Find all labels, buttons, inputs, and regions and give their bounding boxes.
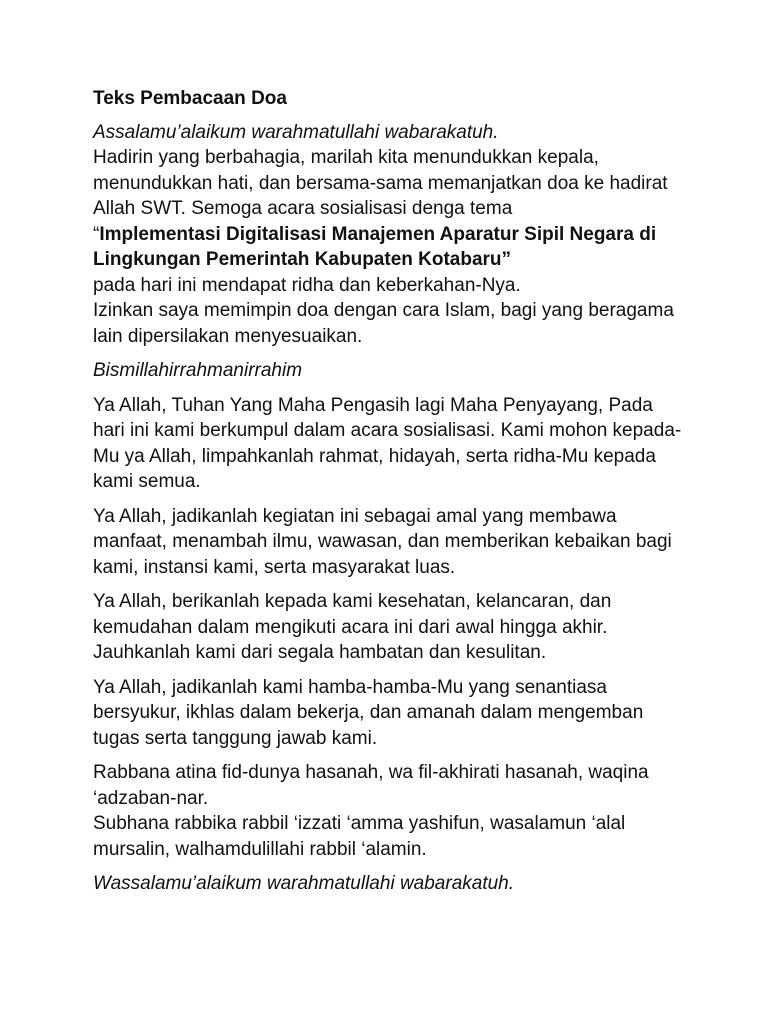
opening-permission: Izinkan saya memimpin doa dengan cara Islam, bagi yang beragama lain dipersilakan menyesuaikan. xyxy=(93,300,674,347)
closing-prayer-line: Rabbana atina fid-dunya hasanah, wa fil-akhirati hasanah, waqina ‘adzaban-nar. xyxy=(93,762,649,809)
closing-prayer xyxy=(93,760,683,862)
prayer-paragraph: Ya Allah, berikanlah kepada kami kesehatan, kelancaran, dan kemudahan dalam mengikuti acara ini dari awal hingga akhir. Jauhkanlah kami dari segala hambatan dan kesulitan. xyxy=(93,591,612,663)
event-theme: Implementasi Digitalisasi Manajemen Aparatur Sipil Negara di Lingkungan Pemerintah Kabupaten Kotabaru” xyxy=(93,223,657,270)
prayer-paragraph: Ya Allah, Tuhan Yang Maha Pengasih lagi Maha Penyayang, Pada hari ini kami berkumpul dalam acara sosialisasi. Kami mohon kepada-Mu ya Allah, limpahkanlah rahmat, hidayah, serta ridha-Mu kepada kami semua. xyxy=(93,394,682,492)
document-body xyxy=(93,86,683,906)
document-title: Teks Pembacaan Doa xyxy=(93,88,287,109)
basmalah: Bismillahirrahmanirrahim xyxy=(93,360,303,381)
prayer-paragraph: Ya Allah, jadikanlah kami hamba-hamba-Mu yang senantiasa bersyukur, ikhlas dalam bekerja, dan amanah dalam mengemban tugas serta tanggung jawab kami. xyxy=(93,676,644,749)
prayer-paragraph: Ya Allah, jadikanlah kegiatan ini sebagai amal yang membawa manfaat, menambah ilmu, wawasan, dan memberikan kebaikan bagi kami, instansi kami, serta masyarakat luas. xyxy=(93,505,672,578)
opening-intro: Hadirin yang berbahagia, marilah kita menundukkan kepala, menundukkan hati, dan bersama-sama memanjatkan doa ke hadirat Allah SWT. Semoga acara sosialisasi denga tema xyxy=(93,147,668,219)
closing-greeting: Wassalamu’alaikum warahmatullahi wabarakatuh. xyxy=(93,873,515,894)
opening-paragraph xyxy=(93,120,683,350)
opening-blessing: pada hari ini mendapat ridha dan keberkahan-Nya. xyxy=(93,274,521,296)
opening-greeting: Assalamu’alaikum warahmatullahi wabarakatuh. xyxy=(93,121,499,143)
closing-prayer-line: Subhana rabbika rabbil ‘izzati ‘amma yashifun, wasalamun ‘alal mursalin, walhamdulillahi rabbil ‘alamin. xyxy=(93,813,626,860)
theme-quote-open: “ xyxy=(93,223,100,245)
